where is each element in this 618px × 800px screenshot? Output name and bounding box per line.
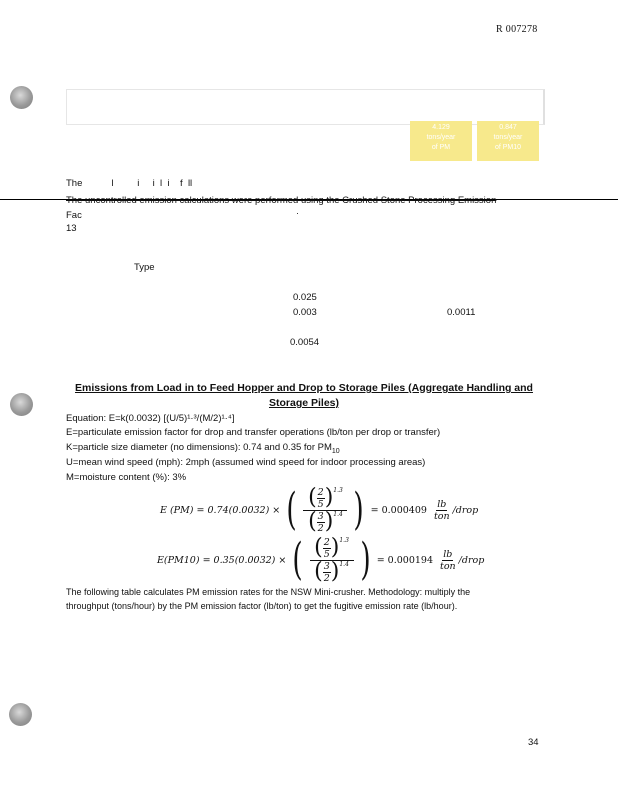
numerator: 2 [317, 486, 324, 498]
definition-m: M=moisture content (%): 3% [66, 472, 187, 483]
equation-pm: E (PM) = 0.74(0.0032) × ( ( $\frac{2}{5}$ ) $^{1.3}$ ( $\frac{3}{2}$ ) $^{1.4}$ ) = 0.000409 $\frac{lb}{\text{ton}}$ /drop [160, 484, 479, 535]
overstruck-text-line: The uncontrolled emission calculations were performed using the Crushed Stone Processing Emission [66, 195, 497, 206]
cell-value: 0.847 [499, 124, 517, 131]
cell-pollutant: of PM10 [494, 144, 522, 151]
exponent: 1.3 [333, 486, 343, 494]
stray-dot: · [296, 208, 299, 218]
partial-text-number: 13 [66, 223, 77, 234]
closing-line-2: throughput (tons/hour) by the PM emission factor (lb/ton) to get the fugitive emission rate (lb/hour). [66, 601, 458, 611]
unit-numerator: lb [437, 498, 447, 510]
unit-tail: /drop [452, 504, 479, 516]
section-heading: Emissions from Load in to Feed Hopper and Drop to Storage Piles (Aggregate Handling and Storage Piles) [75, 382, 533, 409]
definition-e: E=particulate emission factor for drop and transfer operations (lb/ton per drop or transfer) [66, 427, 441, 438]
cell-unit: tons/year [493, 134, 523, 141]
fraction-u [317, 487, 325, 510]
equation-result: = 0.000409 [370, 504, 427, 516]
emission-value-4: 0.0054 [290, 337, 320, 348]
unit-denominator: ton [440, 560, 456, 572]
definition-k-text: K=particle size diameter (no dimensions): 0.74 and 0.35 for PM [66, 442, 332, 453]
partial-text-fac: Fac [66, 210, 82, 221]
denominator: 5 [323, 548, 330, 560]
page-number: 34 [528, 737, 539, 748]
equation-lhs: E (PM) = 0.74(0.0032) × [160, 504, 281, 516]
punch-hole-middle [10, 393, 33, 416]
emission-value-1: 0.025 [293, 292, 317, 303]
table-cell-pm10-tons [477, 121, 539, 161]
numerator: 3 [323, 560, 330, 572]
equation-result: = 0.000194 [376, 554, 433, 566]
cell-value: 4.129 [432, 124, 450, 131]
cell-unit: tons/year [426, 134, 456, 141]
redacted-table-band [66, 89, 545, 125]
punch-hole-top [10, 86, 33, 109]
equation-pm10: E(PM10) = 0.35(0.0032) × ( ( $\frac{2}{5}$ ) $^{1.3}$ ( $\frac{3}{2}$ ) $^{1.4}$ ) = 0.000194 $\frac{lb}{\text{ton}}$ /drop [157, 534, 485, 585]
fraction-m [323, 561, 331, 584]
emission-value-2: 0.003 [293, 307, 317, 318]
punch-hole-bottom [9, 703, 32, 726]
exponent: 1.4 [333, 510, 343, 518]
denominator: 2 [317, 522, 324, 534]
fraction-u [323, 537, 331, 560]
equation-lhs: E(PM10) = 0.35(0.0032) × [157, 554, 287, 566]
unit-tail: /drop [458, 554, 485, 566]
unit-fraction [440, 549, 456, 572]
unit-numerator: lb [443, 548, 453, 560]
unit-denominator: ton [433, 510, 450, 522]
cell-pollutant: of PM [431, 144, 451, 151]
definition-u: U=mean wind speed (mph): 2mph (assumed wind speed for indoor processing areas) [66, 457, 426, 468]
numerator: 2 [323, 536, 330, 548]
emission-value-3: 0.0011 [447, 307, 476, 318]
exponent: 1.3 [339, 536, 349, 544]
partial-text-line: The l i i l i f ll [66, 178, 193, 189]
denominator: 2 [323, 572, 330, 584]
bates-number: R 007278 [496, 24, 538, 35]
closing-line-1: The following table calculates PM emission rates for the NSW Mini-crusher. Methodology: multiply the [66, 587, 471, 597]
table-cell-pm-tons [410, 121, 472, 161]
pm-subscript: 10 [331, 447, 340, 455]
type-label: Type [134, 262, 155, 273]
equation-line: Equation: E=k(0.0032) [(U/5)¹·³/(M/2)¹·⁴] [66, 413, 235, 424]
numerator: 3 [317, 510, 324, 522]
exponent: 1.4 [339, 560, 349, 568]
unit-fraction [434, 499, 450, 522]
denominator: 5 [317, 498, 324, 510]
